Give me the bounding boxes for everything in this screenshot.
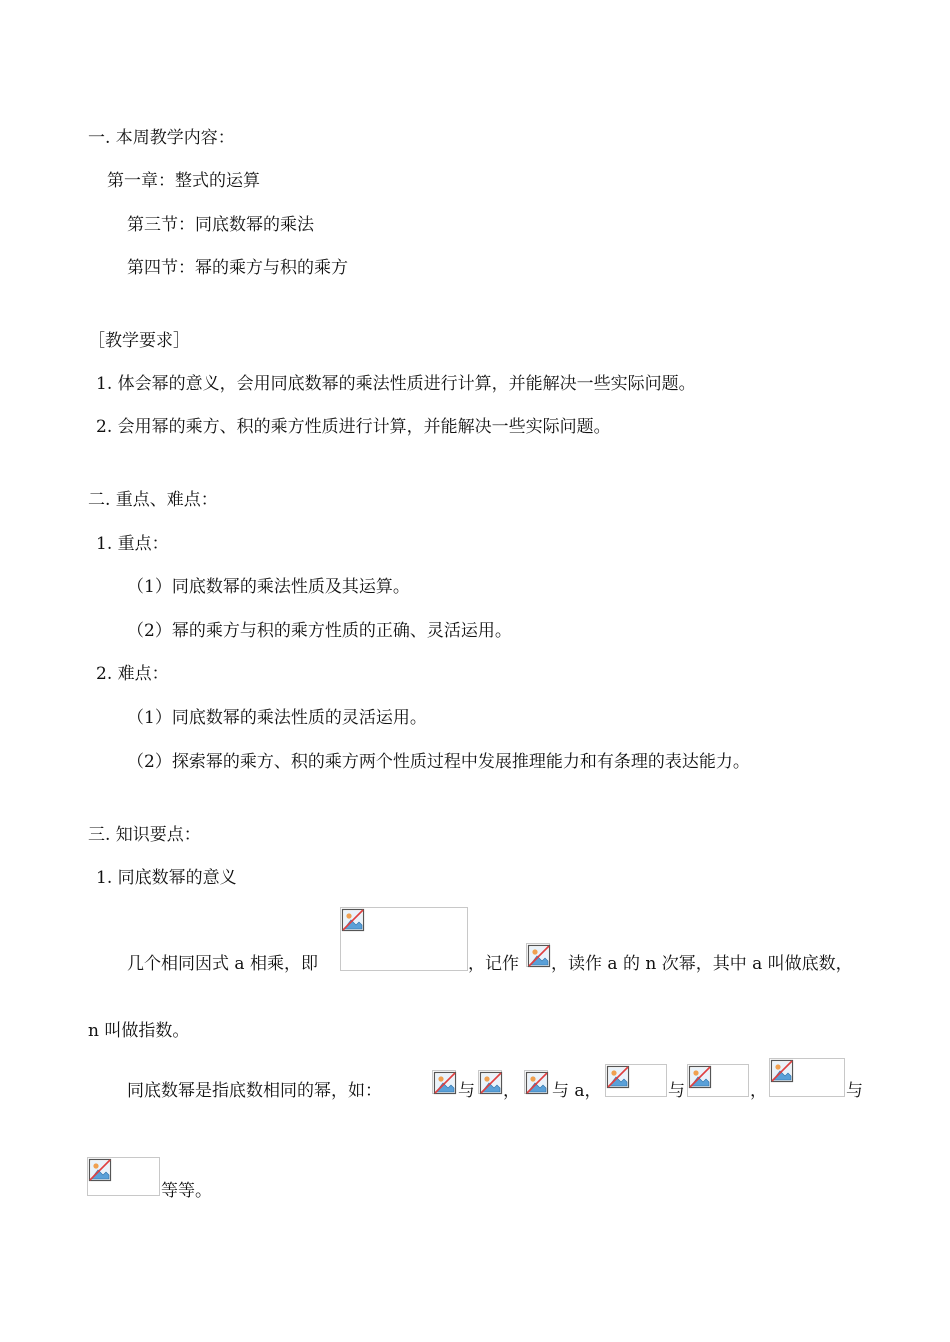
paragraph-text: 与: [458, 1081, 475, 1101]
formula-image: [526, 943, 550, 967]
list-item: （1）同底数幂的乘法性质的灵活运用。: [127, 708, 427, 728]
section-heading: 三. 知识要点：: [88, 825, 201, 845]
paragraph-text: 与: [846, 1081, 863, 1101]
requirement-item: 1. 体会幂的意义，会用同底数幂的乘法性质进行计算，并能解决一些实际问题。: [96, 374, 696, 394]
formula-image: [769, 1058, 845, 1097]
paragraph-text: ，记作: [468, 954, 519, 974]
list-item: （2）探索幂的乘方、积的乘方两个性质过程中发展推理能力和有条理的表达能力。: [127, 752, 750, 772]
formula-image: [478, 1070, 502, 1094]
paragraph-text: 几个相同因式 a 相乘，即: [127, 954, 318, 974]
formula-image: [87, 1157, 160, 1196]
paragraph-text: 等等。: [161, 1181, 212, 1201]
paragraph-text: ，: [750, 1081, 767, 1101]
formula-image: [605, 1064, 667, 1097]
requirements-heading: ［教学要求］: [88, 331, 190, 351]
formula-image: [340, 907, 468, 971]
paragraph-text: 与: [668, 1081, 685, 1101]
section-heading: 一. 本周教学内容：: [88, 128, 235, 148]
formula-image: [524, 1070, 548, 1094]
subheading: 1. 重点：: [96, 534, 169, 554]
paragraph-text: n 叫做指数。: [88, 1021, 190, 1041]
requirement-item: 2. 会用幂的乘方、积的乘方性质进行计算，并能解决一些实际问题。: [96, 417, 611, 437]
paragraph-text: ，读作 a 的 n 次幂，其中 a 叫做底数，: [551, 954, 853, 974]
paragraph-text: ，: [503, 1081, 520, 1101]
chapter-line: 第一章：整式的运算: [107, 171, 260, 191]
subheading: 1. 同底数幂的意义: [96, 868, 237, 888]
formula-image: [687, 1064, 749, 1097]
paragraph-text: 同底数幂是指底数相同的幂，如：: [127, 1081, 382, 1101]
section-line: 第三节：同底数幂的乘法: [127, 215, 314, 235]
section-line: 第四节：幂的乘方与积的乘方: [127, 258, 348, 278]
list-item: （2）幂的乘方与积的乘方性质的正确、灵活运用。: [127, 621, 512, 641]
list-item: （1）同底数幂的乘法性质及其运算。: [127, 577, 410, 597]
paragraph-text: 与 a，: [552, 1081, 602, 1101]
formula-image: [432, 1070, 456, 1094]
subheading: 2. 难点：: [96, 664, 169, 684]
section-heading: 二. 重点、难点：: [88, 490, 218, 510]
